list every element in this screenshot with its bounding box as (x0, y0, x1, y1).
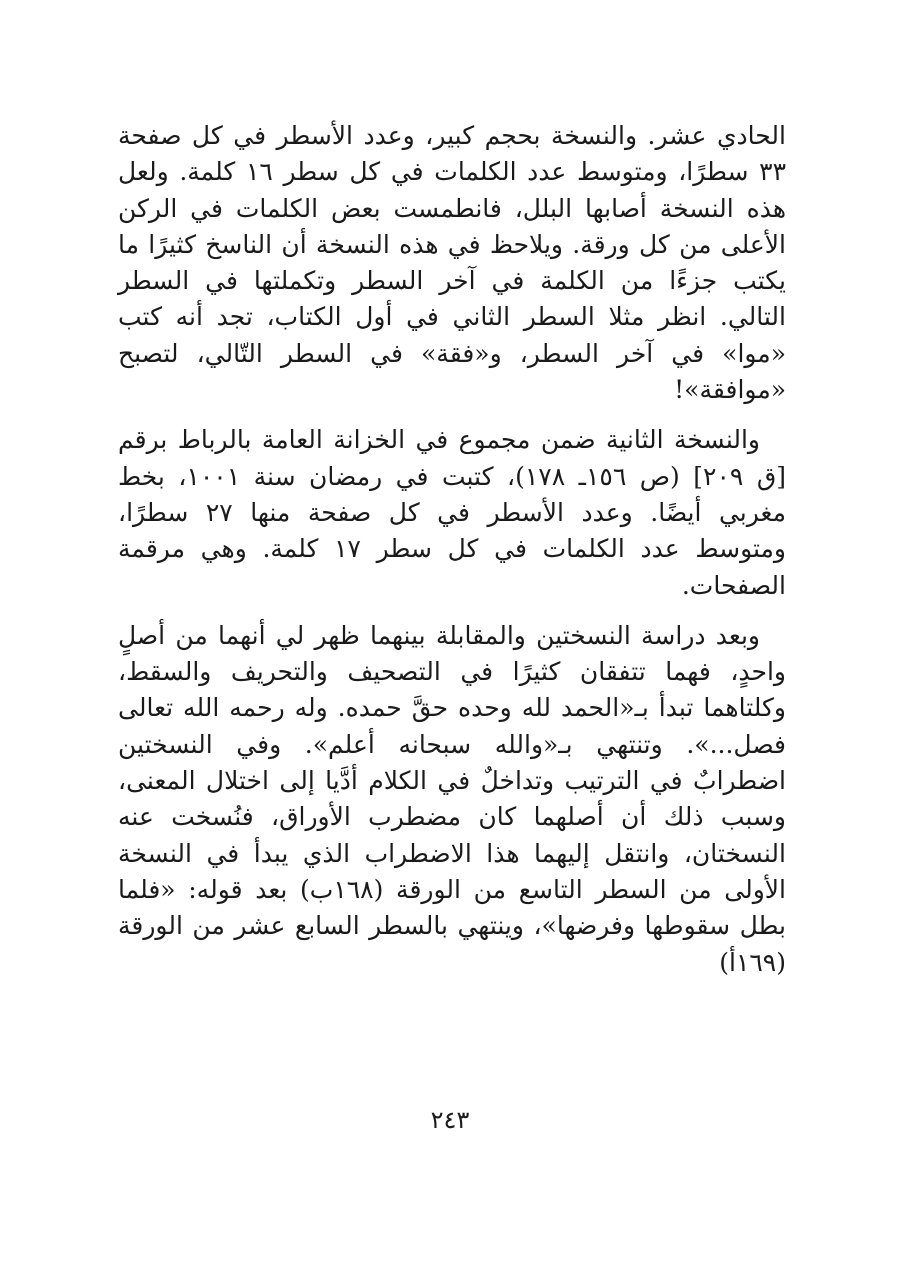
page-number: ٢٤٣ (430, 1106, 470, 1134)
paragraph-2: والنسخة الثانية ضمن مجموع في الخزانة العامة بالرباط برقم [ق ٢٠٩] (ص ١٥٦ـ ١٧٨)، كتبت في رمضان سنة ١٠٠١، بخط مغربي أيضًا. وعدد الأسطر في كل صفحة منها ٢٧ سطرًا، ومتوسط عدد الكلمات في كل سطر ١٧ كلمة. وهي مرقمة الصفحات. (118, 425, 786, 600)
body-text (118, 118, 786, 981)
paragraph-3: وبعد دراسة النسختين والمقابلة بينهما ظهر لي أنهما من أصلٍ واحدٍ، فهما تتفقان كثيرًا في التصحيف والتحريف والسقط، وكلتاهما تبدأ بـ«الحمد لله وحده حقَّ حمده. وله رحمه الله تعالى فصل...». وتنتهي بـ«والله سبحانه أعلم». وفي النسختين اضطرابٌ في الترتيب وتداخلٌ في الكلام أدَّيا إلى اختلال المعنى، وسبب ذلك أن أصلهما كان مضطرب الأوراق، فنُسخت عنه النسختان، وانتقل إليهما هذا الاضطراب الذي يبدأ في النسخة الأولى من السطر التاسع من الورقة (١٦٨ب) بعد قوله: «فلما بطل سقوطها وفرضها»، وينتهي بالسطر السابع عشر من الورقة (١٦٩أ) (118, 620, 786, 977)
paragraph-1: الحادي عشر. والنسخة بحجم كبير، وعدد الأسطر في كل صفحة ٣٣ سطرًا، ومتوسط عدد الكلمات في كل سطر ١٦ كلمة. ولعل هذه النسخة أصابها البلل، فانطمست بعض الكلمات في الركن الأعلى من كل ورقة. ويلاحظ في هذه النسخة أن الناسخ كثيرًا ما يكتب جزءًا من الكلمة في آخر السطر وتكملتها في السطر التالي. انظر مثلا السطر الثاني في أول الكتاب، تجد أنه كتب «موا» في آخر السطر، و«فقة» في السطر التّالي، لتصبح «موافقة»! (118, 121, 787, 405)
